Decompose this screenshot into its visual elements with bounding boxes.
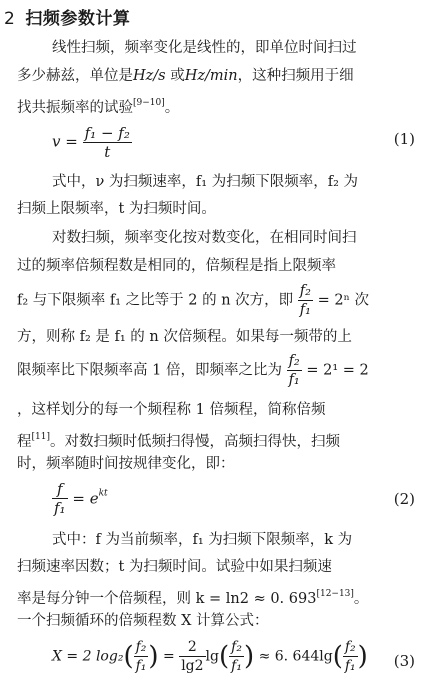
- p1-line2-c: ，这种扫频用于细: [237, 68, 354, 84]
- p3-line3-a: f₂ 与下限频率 f₁ 之比等于 2 的 n 次方，即: [17, 292, 294, 309]
- ratio-b-num: f₂: [288, 353, 300, 369]
- ratio-f2-f1-b: [287, 352, 302, 389]
- ratio-den: f₁: [299, 302, 311, 318]
- p4-line4: 一个扫频循环的倍频程数 X 计算公式：: [17, 613, 269, 629]
- eq3-frac3: [229, 638, 244, 675]
- p2-line2: 扫频上限频率，t 为扫频时间。: [17, 201, 216, 217]
- eq2-exponent: kt: [98, 488, 108, 499]
- p3-line5-a: 限频率比下限频率高 1 倍，即频率之比为: [17, 362, 282, 379]
- section-number: 2: [4, 9, 16, 29]
- eq3-num2: 2: [179, 638, 205, 657]
- section-title: 扫频参数计算: [25, 9, 131, 29]
- p3-line1: 对数扫频，频率变化按对数变化，在相同时间扫: [52, 230, 357, 246]
- eq3-num4: f₂: [344, 639, 356, 655]
- p1-line1: 线性扫频，频率变化是线性的，即单位时间扫过: [52, 40, 357, 56]
- eq1-numerator: f₁ − f₂: [84, 124, 130, 142]
- eq1-denominator: t: [104, 143, 111, 161]
- p4-line3: [17, 584, 422, 609]
- p4-line1: 式中：f 为当前频率，f₁ 为扫频下限频率，k 为: [52, 532, 353, 548]
- ratio-num: f₂: [299, 283, 311, 299]
- eq2-fraction: [52, 480, 68, 517]
- p3-line7-b: 。对数扫频时低频扫得慢，高频扫得快，扫频: [49, 434, 340, 450]
- p1-line3: [17, 93, 422, 118]
- equation-3: X = 2 log₂( $\frac{\text{f₂}}{\text{f₁}}$ ) = $\frac{2}{\lg 2}$ lg( $\frac{\text{f₂}}{\text{f₁}}$ ) ≈ 6. 644lg( $\frac{\text{f₂}}{\text{f₁}}$ ): [52, 639, 368, 674]
- section-heading: [4, 4, 130, 29]
- citation-12-13: [12−13]: [316, 589, 354, 599]
- eq2-rhs: = e: [72, 489, 99, 508]
- p1-line2: [17, 66, 422, 86]
- eq3-den1: f₁: [135, 658, 147, 674]
- eq3-frac2: [179, 638, 205, 675]
- eq1-lhs: v: [52, 132, 61, 151]
- eq3-num3: f₂: [231, 639, 242, 655]
- p4-line2: 扫频速率因数；t 为扫频时间。试验中如果扫频速: [17, 559, 332, 575]
- eq2-denominator: f₁: [54, 499, 66, 517]
- equation-2: [52, 480, 108, 517]
- eq3-equals: =: [163, 648, 175, 665]
- equation-1: [52, 124, 132, 161]
- p3-line8: 时，频率随时间按规律变化，即：: [17, 456, 235, 472]
- p3-line4: 方，则称 f₂ 是 f₁ 的 n 次倍频程。如果每一频带的上: [17, 329, 352, 345]
- p1-end: 。: [164, 100, 180, 116]
- p3-line7-a: 程: [17, 434, 32, 450]
- p3-line5-b: = 2¹ = 2: [306, 362, 369, 379]
- p3-line7: [17, 427, 422, 452]
- p1-line2-b: 或: [165, 68, 185, 84]
- citation-11: [11]: [31, 432, 50, 442]
- p2-line1: 式中，ν 为扫频速率，f₁ 为扫频下限频率，f₂ 为: [52, 174, 358, 190]
- eq3-den3: f₁: [231, 658, 242, 674]
- p4-line3-b: 。: [353, 591, 369, 607]
- p3-line3-b: = 2ⁿ 次: [317, 292, 369, 309]
- eq3-frac1: [134, 638, 149, 675]
- ratio-b-den: f₁: [288, 372, 300, 388]
- eq3-den4: f₁: [344, 658, 356, 674]
- eq1-fraction: [83, 124, 132, 161]
- eq3-frac4: [343, 638, 358, 675]
- p3-line3: [17, 282, 422, 326]
- p1-line3-text: 找共振频率的试验: [17, 100, 133, 116]
- eq3-lhs: X = 2 log₂: [52, 648, 124, 665]
- unit-hz-min: Hz/min: [184, 68, 238, 84]
- eq2-number: (2): [393, 490, 415, 508]
- p3-line6: ，这样划分的每一个频程称 1 倍频程，简称倍频: [17, 402, 326, 418]
- p3-line5: [17, 352, 422, 396]
- eq3-number: (3): [393, 652, 415, 670]
- eq3-num1: f₂: [135, 639, 147, 655]
- citation-9-10: [9−10]: [133, 98, 165, 108]
- eq3-lg: lg: [205, 648, 219, 665]
- unit-hz-s: Hz/s: [133, 68, 166, 84]
- eq2-numerator: f: [52, 480, 68, 499]
- eq3-den2: lg2: [181, 658, 204, 674]
- p3-line2: 过的频率倍频程数是相同的，倍频程是指上限频率: [17, 258, 336, 274]
- ratio-f2-f1: [298, 282, 313, 319]
- p1-line2-a: 多少赫兹，单位是: [17, 68, 133, 84]
- eq1-equals: =: [65, 132, 78, 151]
- eq3-approx: ≈ 6. 644lg: [258, 648, 333, 665]
- eq1-number: (1): [393, 130, 415, 148]
- p4-line3-a: 率是每分钟一个倍频程，则 k = ln2 ≈ 0. 693: [17, 591, 317, 607]
